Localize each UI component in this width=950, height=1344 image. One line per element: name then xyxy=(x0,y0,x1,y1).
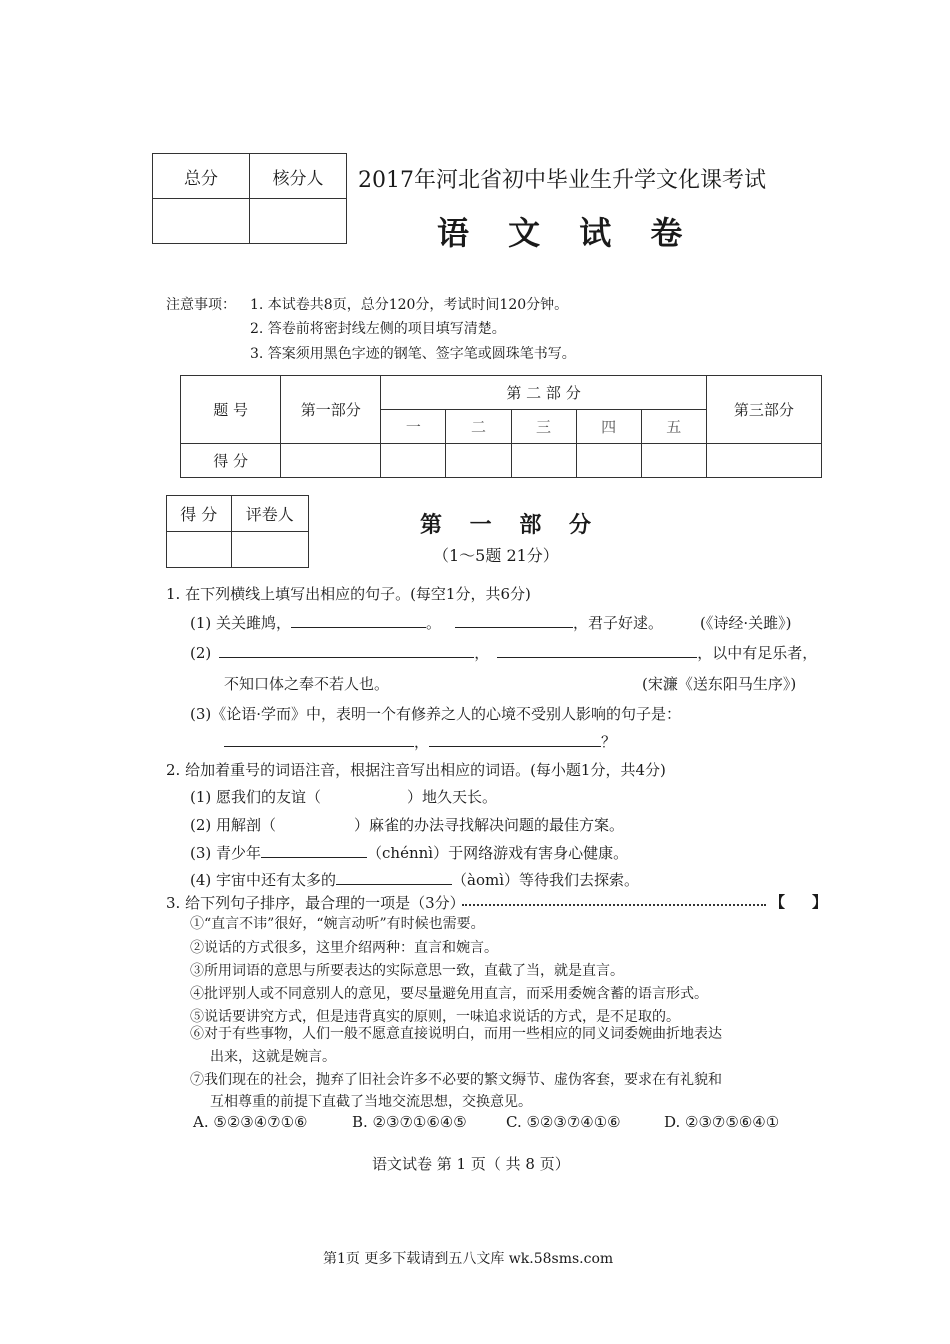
q1-blank-4[interactable] xyxy=(497,643,697,658)
q3-sentence-4: ④批评别人或不同意别人的意见，要尽量避免用直言，而采用委婉含蓄的语言形式。 xyxy=(190,986,708,1002)
total-score-label: 总分 xyxy=(153,154,250,199)
score-cell-2-3[interactable] xyxy=(511,444,576,478)
checker-label: 核分人 xyxy=(250,154,347,199)
q3-option-b[interactable]: B. ②③⑦①⑥④⑤ xyxy=(352,1113,467,1131)
q3-sentence-5: ⑤说话要讲究方式，但是违背真实的原则，一味追求说话的方式，是不足取的。 xyxy=(190,1009,680,1025)
part3-header: 第三部分 xyxy=(706,376,821,444)
page-footer: 语文试卷 第 1 页（ 共 8 页） xyxy=(372,1155,570,1173)
part1-header: 第一部分 xyxy=(281,376,381,444)
q3-stem: 3. 给下列句子排序，最合理的一项是（3分） xyxy=(166,894,465,912)
q1-s2-source: (宋濂《送东阳马生序》) xyxy=(642,675,797,693)
score-table xyxy=(180,375,822,478)
score-cell-part3[interactable] xyxy=(706,444,821,478)
q2-item-3 xyxy=(190,842,628,863)
score-cell-2-1[interactable] xyxy=(381,444,446,478)
q2-item-2-text: (2) 用解剖（ xyxy=(190,816,277,834)
part1-subtitle: （1～5题 21分） xyxy=(433,546,559,565)
q2-item-1-text: (1) 愿我们的友谊（ xyxy=(190,788,322,806)
part1-title: 第 一 部 分 xyxy=(420,512,601,538)
q3-sentence-6a: ⑥对于有些事物，人们一般不愿意直接说明白，而用一些相应的同义词委婉曲折地表达 xyxy=(190,1026,722,1042)
notice-item-3: 3. 答案须用黑色字迹的钢笔、签字笔或圆珠笔书写。 xyxy=(250,346,576,362)
question-number-header: 题 号 xyxy=(181,376,281,444)
q2-item-3-rest: （chénnì）于网络游戏有害身心健康。 xyxy=(367,844,629,862)
q2-answer-4[interactable] xyxy=(336,870,452,885)
q1-s3-end: ？ xyxy=(601,733,617,751)
score-cell-2-5[interactable] xyxy=(641,444,706,478)
q1-blank-2[interactable] xyxy=(455,613,573,628)
q1-s3-answer xyxy=(224,731,616,752)
grader-name-cell[interactable] xyxy=(231,532,308,568)
q2-item-4-rest: （àomì）等待我们去探索。 xyxy=(452,871,640,889)
q1-s2-prefix: (2) xyxy=(190,644,212,662)
score-row-label: 得 分 xyxy=(181,444,281,478)
q1-blank-1[interactable] xyxy=(291,613,426,628)
q1-s1-prefix: (1) 关关雎鸠， xyxy=(190,614,292,632)
q2-item-2 xyxy=(190,814,624,835)
q2-answer-3[interactable] xyxy=(261,843,367,858)
q2-item-4-text: (4) 宇宙中还有太多的 xyxy=(190,871,337,889)
part2-sub-3: 三 xyxy=(511,410,576,444)
q1-blank-5[interactable] xyxy=(224,732,414,747)
q1-s2-line2: 不知口体之奉不若人也。 xyxy=(224,675,390,693)
part2-sub-1: 一 xyxy=(381,410,446,444)
q1-s2-mid: ， xyxy=(474,644,490,662)
score-cell-2-4[interactable] xyxy=(576,444,641,478)
total-score-cell[interactable] xyxy=(153,199,250,244)
q1-s2 xyxy=(190,642,817,663)
q3-bracket-open: 【 xyxy=(770,893,786,911)
watermark-footer: 第1页 更多下载请到五八文库 wk.58sms.com xyxy=(323,1251,614,1267)
q3-option-a[interactable]: A. ⑤②③④⑦①⑥ xyxy=(193,1113,308,1131)
q1-s1-end: ，君子好逑。 xyxy=(573,614,664,632)
q3-bracket-close: 】 xyxy=(812,893,828,911)
part2-sub-5: 五 xyxy=(641,410,706,444)
q2-stem: 2. 给加着重号的词语注音，根据注音写出相应的词语。(每小题1分，共4分) xyxy=(166,761,666,779)
q1-s3: (3)《论语·学而》中，表明一个有修养之人的心境不受别人影响的句子是： xyxy=(190,705,682,723)
q2-item-2-rest: ）麻雀的办法寻找解决问题的最佳方案。 xyxy=(354,816,625,834)
q3-sentence-3: ③所用词语的意思与所要表达的实际意思一致，直截了当，就是直言。 xyxy=(190,963,624,979)
q1-s1-mid: 。 xyxy=(426,614,442,632)
notice-item-1: 1. 本试卷共8页，总分120分，考试时间120分钟。 xyxy=(250,297,569,313)
q1-s2-end: ，以中有足乐者， xyxy=(697,644,818,662)
grader-score-label: 得 分 xyxy=(167,496,232,532)
grader-box xyxy=(166,495,309,568)
q1-blank-6[interactable] xyxy=(429,732,601,747)
q2-item-3-text: (3) 青少年 xyxy=(190,844,262,862)
q1-s1-source: (《诗经·关雎》) xyxy=(700,614,792,632)
grader-label: 评卷人 xyxy=(231,496,308,532)
q3-sentence-2: ②说话的方式很多，这里介绍两种：直言和婉言。 xyxy=(190,940,498,956)
part2-sub-2: 二 xyxy=(446,410,511,444)
q3-answer-box[interactable] xyxy=(790,890,812,910)
subject-title: 语 文 试 卷 xyxy=(437,214,697,252)
q3-leader-dots xyxy=(462,904,766,906)
score-cell-2-2[interactable] xyxy=(446,444,511,478)
q3-option-d[interactable]: D. ②③⑦⑤⑥④① xyxy=(664,1113,780,1131)
q1-s3-mid: ， xyxy=(414,733,430,751)
part2-sub-4: 四 xyxy=(576,410,641,444)
q3-sentence-7a: ⑦我们现在的社会，抛弃了旧社会许多不必要的繁文缛节、虚伪客套，要求在有礼貌和 xyxy=(190,1072,722,1088)
notice-label: 注意事项： xyxy=(166,297,236,313)
q1-stem: 1. 在下列横线上填写出相应的句子。(每空1分，共6分) xyxy=(166,585,531,603)
q2-item-1-rest: ）地久天长。 xyxy=(407,788,498,806)
q3-option-c[interactable]: C. ⑤②③⑦④①⑥ xyxy=(506,1113,621,1131)
q3-sentence-6b: 出来，这就是婉言。 xyxy=(210,1049,336,1065)
score-cell-part1[interactable] xyxy=(281,444,381,478)
score-box xyxy=(152,153,347,244)
q2-item-1 xyxy=(190,786,497,807)
q2-item-4 xyxy=(190,869,639,890)
q3-sentence-7b: 互相尊重的前提下直截了当地交流思想，交换意见。 xyxy=(210,1094,532,1110)
exam-title: 2017年河北省初中毕业生升学文化课考试 xyxy=(358,168,766,193)
q3-sentence-1: ①“直言不讳”很好，“婉言动听”有时候也需要。 xyxy=(190,916,485,932)
q1-blank-3[interactable] xyxy=(219,643,474,658)
notice-item-2: 2. 答卷前将密封线左侧的项目填写清楚。 xyxy=(250,321,506,337)
checker-cell[interactable] xyxy=(250,199,347,244)
q1-s1 xyxy=(190,612,663,633)
grader-score-cell[interactable] xyxy=(167,532,232,568)
part2-header: 第 二 部 分 xyxy=(381,376,706,410)
